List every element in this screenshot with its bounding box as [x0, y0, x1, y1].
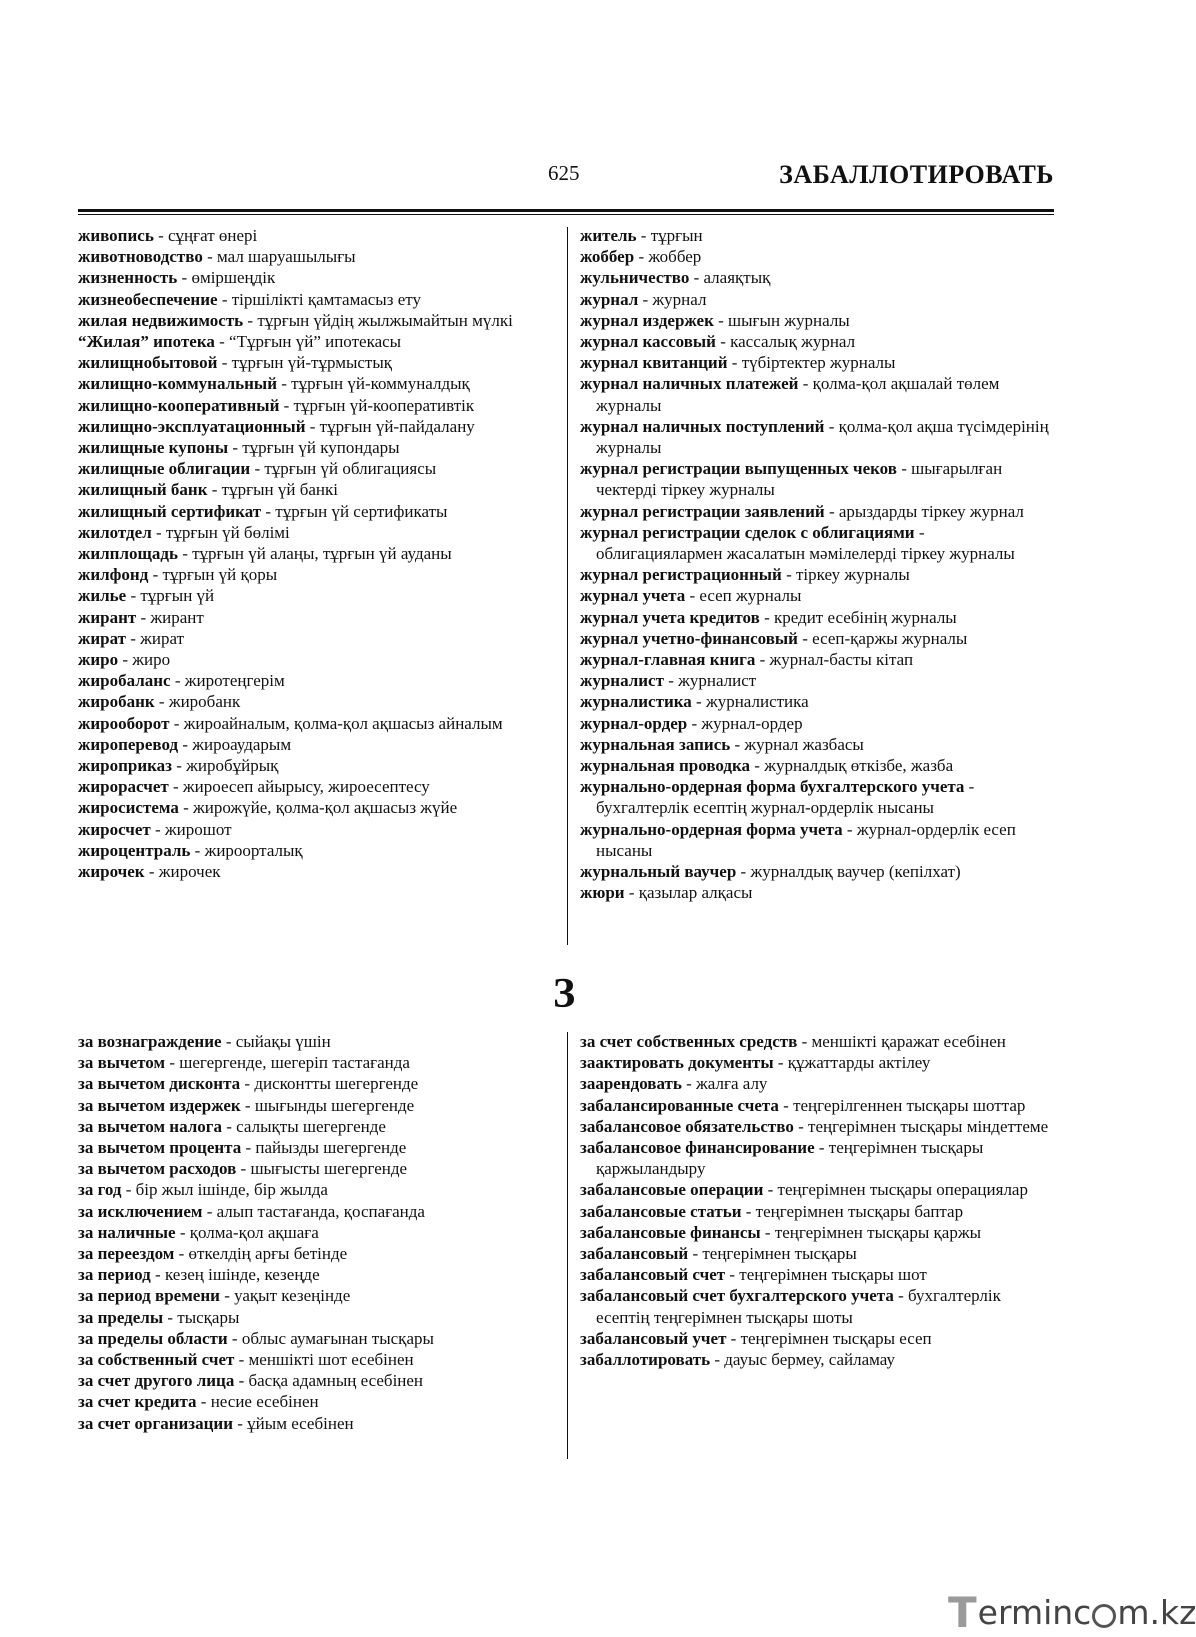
- entry-definition: - теңгерімнен тысқары есеп: [726, 1328, 932, 1348]
- dictionary-entry: [78, 1349, 548, 1370]
- dictionary-entry: [78, 734, 548, 755]
- entry-term: забаллотировать: [580, 1350, 711, 1370]
- entry-term: за счет собственных средств: [580, 1032, 798, 1051]
- entry-definition: - сұңғат өнері: [153, 226, 258, 245]
- entry-definition: - облигациялармен жасалатын мәмілелерді тіркеу журналы: [596, 522, 1015, 564]
- entry-term: жиробаланс: [78, 671, 171, 691]
- dictionary-entry: [78, 691, 548, 712]
- entry-term: журнал наличных платежей: [580, 374, 799, 394]
- entry-definition: - дауыс бермеу, сайламау: [710, 1350, 895, 1370]
- entry-definition: - құжаттарды актілеу: [773, 1053, 931, 1073]
- entry-term: забалансированные счета: [580, 1095, 779, 1115]
- entry-term: журнал учетно-финансовый: [580, 628, 798, 648]
- dictionary-entry: [580, 1116, 1055, 1137]
- dictionary-entry: [580, 1137, 1055, 1179]
- entry-term: забалансовый счет бухгалтерского учета: [580, 1286, 894, 1306]
- dictionary-entry: [580, 1073, 1055, 1094]
- dictionary-entry: [78, 861, 548, 882]
- entry-definition: - меншікті қаражат есебінен: [797, 1032, 1006, 1051]
- dictionary-entry: [580, 1328, 1055, 1349]
- entry-definition: - қолма-қол ақша түсімдерінің журналы: [596, 416, 1049, 458]
- dictionary-entry: [580, 310, 1055, 331]
- dictionary-entry: [78, 225, 548, 246]
- entry-term: журнал регистрационный: [580, 565, 782, 585]
- dictionary-entry: [580, 691, 1055, 712]
- entry-definition: - тұрғын үй купондары: [228, 438, 400, 458]
- entry-term: журнал регистрации выпущенных чеков: [580, 459, 897, 479]
- entry-term: журнал кассовый: [580, 332, 716, 352]
- entry-definition: - жиро: [118, 650, 171, 670]
- watermark-domain: m.kz: [1117, 1593, 1196, 1632]
- entry-term: забалансовый учет: [580, 1328, 727, 1348]
- entry-term: журнал учета кредитов: [580, 607, 760, 627]
- watermark-letter: T: [948, 1588, 977, 1637]
- dictionary-entry: [580, 1201, 1055, 1222]
- entry-term: жилищные купоны: [78, 438, 229, 458]
- dictionary-entry: [580, 1349, 1055, 1370]
- dictionary-entry: [78, 713, 548, 734]
- dictionary-entry: [580, 670, 1055, 691]
- entry-term: жилищный сертификат: [78, 501, 262, 521]
- dictionary-entry: [78, 819, 548, 840]
- entry-definition: - қазылар алқасы: [624, 883, 753, 903]
- entry-term: жилплощадь: [78, 544, 178, 564]
- entry-definition: - тұрғын үй облигациясы: [250, 459, 437, 479]
- dictionary-entry: [78, 1285, 548, 1306]
- entry-term: жюри: [580, 883, 625, 903]
- entry-definition: - журнал-ордерлік есеп нысаны: [596, 819, 1016, 860]
- dictionary-entry: [78, 352, 548, 373]
- dictionary-entry: [580, 734, 1055, 755]
- dictionary-entry: [78, 416, 548, 437]
- entry-term: жиросистема: [78, 798, 179, 818]
- entry-definition: - ұйым есебінен: [233, 1413, 354, 1433]
- dictionary-entry: [78, 458, 548, 479]
- dictionary-entry: [78, 1370, 548, 1391]
- entry-term: журнальная запись: [580, 734, 731, 754]
- entry-term: за наличные: [78, 1222, 176, 1242]
- dictionary-entry: [580, 628, 1055, 649]
- entry-term: за период: [78, 1265, 151, 1285]
- dictionary-entry: [580, 649, 1055, 670]
- dictionary-entry: [580, 882, 1055, 903]
- entry-definition: - теңгерімнен тысқары қаржыландыру: [596, 1138, 984, 1179]
- entry-definition: - тысқары: [163, 1307, 240, 1327]
- entry-definition: - алып тастағанда, қоспағанда: [202, 1201, 425, 1221]
- entry-definition: - уақыт кезеңінде: [219, 1286, 351, 1306]
- dictionary-entry: [580, 267, 1055, 288]
- entry-term: журналистика: [580, 692, 692, 712]
- entry-definition: - тұрғын үйдің жылжымайтын мүлкі: [243, 310, 513, 330]
- dictionary-entry: [580, 1052, 1055, 1073]
- dictionary-entry: [78, 1031, 548, 1052]
- dictionary-entry: [78, 1328, 548, 1349]
- dictionary-entry: [78, 1137, 548, 1158]
- entry-term: животноводство: [78, 247, 203, 267]
- entry-definition: - бір жыл ішінде, бір жылда: [121, 1180, 328, 1200]
- entry-definition: - өміршеңдік: [177, 268, 276, 288]
- entry-term: жирочек: [78, 862, 145, 882]
- entry-term: журнал регистрации заявлений: [580, 501, 825, 521]
- entry-term: журнал наличных поступлений: [580, 416, 825, 436]
- entry-definition: - жалға алу: [681, 1074, 768, 1094]
- watermark-logo: [948, 1588, 1196, 1637]
- entry-definition: - шығарылған чектерді тіркеу журналы: [596, 459, 1003, 500]
- entry-definition: - тұрғын үй банкі: [207, 480, 338, 500]
- entry-term: жилищно-кооперативный: [78, 395, 280, 415]
- dictionary-entry: [78, 776, 548, 797]
- dictionary-entry: [78, 1116, 548, 1137]
- entry-definition: - алаяқтық: [689, 268, 771, 288]
- dictionary-entry: [580, 1243, 1055, 1264]
- dictionary-entry: [78, 501, 548, 522]
- entry-term: за вычетом дисконта: [78, 1074, 241, 1094]
- column-right-bottom: [580, 1031, 1055, 1370]
- entry-definition: - журналдық ваучер (кепілхат): [736, 862, 961, 882]
- entry-term: за вычетом налога: [78, 1116, 223, 1136]
- entry-term: жилищнобытовой: [78, 353, 218, 373]
- entry-definition: - “Тұрғын үй” ипотекасы: [214, 332, 402, 352]
- entry-definition: - несие есебінен: [196, 1392, 319, 1412]
- dictionary-entry: [580, 246, 1055, 267]
- entry-term: за пределы области: [78, 1328, 228, 1348]
- entry-definition: - жоббер: [634, 247, 702, 267]
- entry-term: жилфонд: [78, 565, 149, 585]
- dictionary-entry: [580, 501, 1055, 522]
- entry-term: жирорасчет: [78, 777, 169, 797]
- entry-term: за вычетом процента: [78, 1138, 242, 1158]
- entry-definition: - арыздарды тіркеу журнал: [824, 501, 1024, 521]
- entry-term: жилая недвижимость: [78, 310, 244, 330]
- entry-definition: - тұрғын үй бөлімі: [151, 522, 290, 542]
- entry-definition: - бухгалтерлік есептің журнал-ордерлік нысаны: [596, 777, 975, 818]
- dictionary-entry: [78, 1264, 548, 1285]
- column-right-top: [580, 225, 1055, 904]
- dictionary-entry: [580, 1264, 1055, 1285]
- dictionary-entry: [580, 607, 1055, 628]
- entry-definition: - кезең ішінде, кезеңде: [150, 1265, 320, 1285]
- entry-term: журнал издержек: [580, 310, 714, 330]
- entry-definition: - шегергенде, шегеріп тастағанда: [165, 1053, 410, 1073]
- dictionary-entry: [580, 522, 1055, 564]
- dictionary-entry: [78, 1158, 548, 1179]
- entry-term: жирооборот: [78, 713, 170, 733]
- entry-term: жульничество: [580, 268, 690, 288]
- entry-definition: - журналдық өткізбе, жазба: [750, 756, 954, 776]
- entry-term: жират: [78, 628, 126, 648]
- dictionary-entry: [78, 267, 548, 288]
- dictionary-entry: [78, 310, 548, 331]
- entry-term: за пределы: [78, 1307, 164, 1327]
- entry-definition: - кредит есебінің журналы: [759, 607, 957, 627]
- entry-definition: - жиробұйрық: [172, 756, 279, 776]
- entry-term: за переездом: [78, 1244, 175, 1264]
- entry-term: жилотдел: [78, 522, 152, 542]
- entry-term: забалансовое обязательство: [580, 1116, 794, 1136]
- entry-definition: - жирошот: [150, 819, 232, 839]
- entry-term: “Жилая” ипотека: [78, 332, 215, 352]
- entry-definition: - меншікті шот есебінен: [234, 1350, 414, 1370]
- entry-definition: - жирант: [136, 607, 204, 627]
- dictionary-entry: [580, 416, 1055, 458]
- entry-definition: - жироаударым: [178, 734, 292, 754]
- entry-definition: - тұрғын үй-тұрмыстық: [217, 353, 393, 373]
- entry-definition: - жироесеп айырысу, жироесептесу: [168, 777, 430, 797]
- entry-definition: - теңгерімнен тысқары қаржы: [760, 1222, 982, 1242]
- dictionary-entry: [580, 1031, 1055, 1052]
- entry-term: журнал: [580, 289, 639, 309]
- entry-term: жилищные облигации: [78, 459, 251, 479]
- dictionary-entry: [78, 1201, 548, 1222]
- entry-term: журнал-ордер: [580, 713, 688, 733]
- entry-definition: - жиробанк: [154, 692, 241, 712]
- entry-term: жиро: [78, 650, 119, 670]
- dictionary-entry: [78, 543, 548, 564]
- entry-term: заарендовать: [580, 1074, 682, 1094]
- watermark-circle-icon: [1092, 1604, 1116, 1628]
- dictionary-entry: [78, 670, 548, 691]
- entry-definition: - тұрғын үй-кооперативтік: [279, 395, 475, 415]
- entry-definition: - теңгерімнен тысқары баптар: [741, 1201, 964, 1221]
- entry-definition: - облыс аумағынан тысқары: [227, 1328, 434, 1348]
- dictionary-entry: [580, 776, 1055, 818]
- entry-definition: - салықты шегергенде: [222, 1116, 386, 1136]
- entry-definition: - жиротеңгерім: [170, 671, 285, 691]
- entry-term: журнал регистрации сделок с облигациями: [580, 522, 915, 542]
- entry-definition: - шығысты шегергенде: [236, 1159, 408, 1179]
- entry-term: забалансовый: [580, 1244, 689, 1264]
- entry-term: жиробанк: [78, 692, 155, 712]
- entry-term: жирант: [78, 607, 137, 627]
- entry-term: живопись: [78, 226, 154, 245]
- dictionary-entry: [580, 331, 1055, 352]
- entry-definition: - журналистика: [691, 692, 809, 712]
- entry-definition: - бухгалтерлік есептің теңгерімнен тысқары шоты: [596, 1286, 1001, 1327]
- entry-definition: - журналист: [663, 671, 757, 691]
- entry-definition: - тұрғын үй-пайдалану: [305, 416, 475, 436]
- dictionary-entry: [78, 840, 548, 861]
- entry-definition: - өткелдің арғы бетінде: [174, 1244, 348, 1264]
- entry-definition: - есеп журналы: [685, 586, 802, 606]
- entry-term: забалансовые операции: [580, 1180, 764, 1200]
- entry-definition: - тіркеу журналы: [781, 565, 910, 585]
- entry-term: за счет кредита: [78, 1392, 197, 1412]
- entry-term: жоббер: [580, 247, 635, 267]
- dictionary-entry: [78, 1307, 548, 1328]
- entry-term: забалансовое финансирование: [580, 1138, 815, 1158]
- entry-definition: - теңгерімнен тысқары шот: [725, 1265, 927, 1285]
- entry-definition: - теңгерімнен тысқары операциялар: [763, 1180, 1028, 1200]
- column-divider-top: [567, 227, 568, 945]
- entry-term: журнал-главная книга: [580, 650, 756, 670]
- dictionary-entry: [580, 755, 1055, 776]
- entry-definition: - тұрғын үй алаңы, тұрғын үй ауданы: [177, 544, 452, 564]
- entry-definition: - шығынды шегергенде: [240, 1095, 415, 1115]
- dictionary-entry: [78, 1413, 548, 1434]
- dictionary-entry: [580, 564, 1055, 585]
- column-left-top: [78, 225, 548, 882]
- dictionary-entry: [78, 522, 548, 543]
- entry-definition: - жирочек: [144, 862, 221, 882]
- entry-term: жилищно-эксплуатационный: [78, 416, 306, 436]
- entry-term: за период времени: [78, 1286, 220, 1306]
- entry-definition: - тіршілікті қамтамасыз ету: [217, 289, 421, 309]
- entry-term: журнал квитанций: [580, 353, 728, 373]
- entry-definition: - журнал: [638, 289, 707, 309]
- dictionary-entry: [78, 479, 548, 500]
- page-number: 625: [548, 161, 580, 185]
- entry-term: жизнеобеспечение: [78, 289, 218, 309]
- entry-definition: - шығын журналы: [713, 310, 850, 330]
- entry-definition: - тұрғын үй сертификаты: [261, 501, 448, 521]
- dictionary-entry: [78, 1095, 548, 1116]
- dictionary-entry: [580, 1222, 1055, 1243]
- entry-term: забалансовый счет: [580, 1265, 726, 1285]
- entry-definition: - түбіртектер журналы: [727, 353, 896, 373]
- running-head: ЗАБАЛЛОТИРОВАТЬ: [779, 160, 1054, 189]
- dictionary-entry: [78, 628, 548, 649]
- dictionary-entry: [78, 585, 548, 606]
- entry-term: журнальная проводка: [580, 756, 751, 776]
- entry-term: за вычетом расходов: [78, 1159, 237, 1179]
- dictionary-entry: [78, 246, 548, 267]
- entry-term: жироцентраль: [78, 840, 191, 860]
- entry-definition: - пайызды шегергенде: [241, 1138, 407, 1158]
- entry-definition: - теңгерімнен тысқары міндеттеме: [793, 1116, 1049, 1136]
- entry-term: за год: [78, 1180, 122, 1200]
- dictionary-entry: [78, 649, 548, 670]
- entry-definition: - жират: [126, 628, 185, 648]
- entry-definition: - қолма-қол ақшаға: [175, 1222, 319, 1242]
- header-rule-thin: [78, 214, 1054, 215]
- entry-definition: - жироорталық: [190, 840, 303, 860]
- dictionary-entry: [78, 755, 548, 776]
- entry-definition: - дисконтты шегергенде: [240, 1074, 419, 1094]
- entry-definition: - сыйақы үшін: [221, 1032, 331, 1051]
- entry-definition: - жироайналым, қолма-қол ақшасыз айналым: [169, 713, 503, 733]
- entry-term: за исключением: [78, 1201, 203, 1221]
- entry-definition: - қолма-қол ақшалай төлем журналы: [596, 374, 1000, 415]
- entry-definition: - кассалық журнал: [715, 332, 856, 352]
- dictionary-entry: [78, 1073, 548, 1094]
- entry-definition: - теңгерімнен тысқары: [688, 1244, 857, 1264]
- dictionary-entry: [78, 564, 548, 585]
- entry-term: жилье: [78, 586, 127, 606]
- dictionary-entry: [78, 289, 548, 310]
- entry-definition: - журнал жазбасы: [730, 734, 864, 754]
- entry-term: житель: [580, 226, 637, 245]
- dictionary-entry: [78, 1179, 548, 1200]
- entry-term: за собственный счет: [78, 1350, 235, 1370]
- section-letter: З: [553, 971, 576, 1017]
- dictionary-entry: [580, 289, 1055, 310]
- dictionary-entry: [580, 225, 1055, 246]
- dictionary-entry: [580, 861, 1055, 882]
- dictionary-entry: [78, 331, 548, 352]
- entry-definition: - журнал-ордер: [687, 713, 803, 733]
- entry-term: журнально-ордерная форма бухгалтерского учета: [580, 777, 965, 797]
- entry-definition: - тұрғын: [636, 226, 703, 245]
- entry-definition: - жирожүйе, қолма-қол ақшасыз жүйе: [178, 798, 458, 818]
- dictionary-entry: [78, 1052, 548, 1073]
- entry-term: жилищно-коммунальный: [78, 374, 278, 394]
- column-divider-bottom: [567, 1032, 568, 1459]
- entry-term: за счет другого лица: [78, 1371, 235, 1391]
- entry-term: жизненность: [78, 268, 178, 288]
- dictionary-entry: [580, 1179, 1055, 1200]
- entry-definition: - теңгерілгеннен тысқары шоттар: [778, 1095, 1026, 1115]
- column-left-bottom: [78, 1031, 548, 1434]
- entry-definition: - журнал-басты кітап: [755, 650, 914, 670]
- entry-term: журнальный ваучер: [580, 862, 737, 882]
- dictionary-entry: [78, 607, 548, 628]
- entry-definition: - тұрғын үй қоры: [148, 565, 278, 585]
- entry-term: журнально-ордерная форма учета: [580, 819, 843, 839]
- dictionary-entry: [580, 373, 1055, 415]
- dictionary-entry: [78, 373, 548, 394]
- entry-term: забалансовые статьи: [580, 1201, 742, 1221]
- entry-term: журнал учета: [580, 586, 686, 606]
- dictionary-entry: [580, 458, 1055, 500]
- entry-term: забалансовые финансы: [580, 1222, 761, 1242]
- entry-term: жиросчет: [78, 819, 151, 839]
- entry-term: за вычетом: [78, 1053, 166, 1073]
- entry-definition: - тұрғын үй: [126, 586, 215, 606]
- entry-term: заактировать документы: [580, 1053, 774, 1073]
- dictionary-entry: [580, 1095, 1055, 1116]
- dictionary-entry: [78, 1391, 548, 1412]
- entry-term: журналист: [580, 671, 664, 691]
- entry-term: за счет организации: [78, 1413, 234, 1433]
- entry-term: за вычетом издержек: [78, 1095, 241, 1115]
- entry-term: жилищный банк: [78, 480, 208, 500]
- entry-definition: - мал шаруашылығы: [202, 247, 356, 267]
- header-rule-thick: [78, 209, 1054, 212]
- dictionary-entry: [580, 585, 1055, 606]
- dictionary-entry: [78, 395, 548, 416]
- entry-term: жироперевод: [78, 734, 179, 754]
- dictionary-entry: [580, 1285, 1055, 1327]
- dictionary-entry: [78, 1222, 548, 1243]
- dictionary-entry: [78, 437, 548, 458]
- dictionary-entry: [580, 352, 1055, 373]
- dictionary-entry: [78, 1243, 548, 1264]
- entry-definition: - тұрғын үй-коммуналдық: [277, 374, 470, 394]
- dictionary-entry: [580, 713, 1055, 734]
- dictionary-entry: [580, 819, 1055, 861]
- entry-term: жироприказ: [78, 756, 172, 776]
- entry-definition: - есеп-қаржы журналы: [797, 628, 968, 648]
- dictionary-entry: [78, 797, 548, 818]
- entry-definition: - басқа адамның есебінен: [234, 1371, 424, 1391]
- watermark-text: erminc: [977, 1593, 1092, 1632]
- entry-term: за вознаграждение: [78, 1032, 222, 1051]
